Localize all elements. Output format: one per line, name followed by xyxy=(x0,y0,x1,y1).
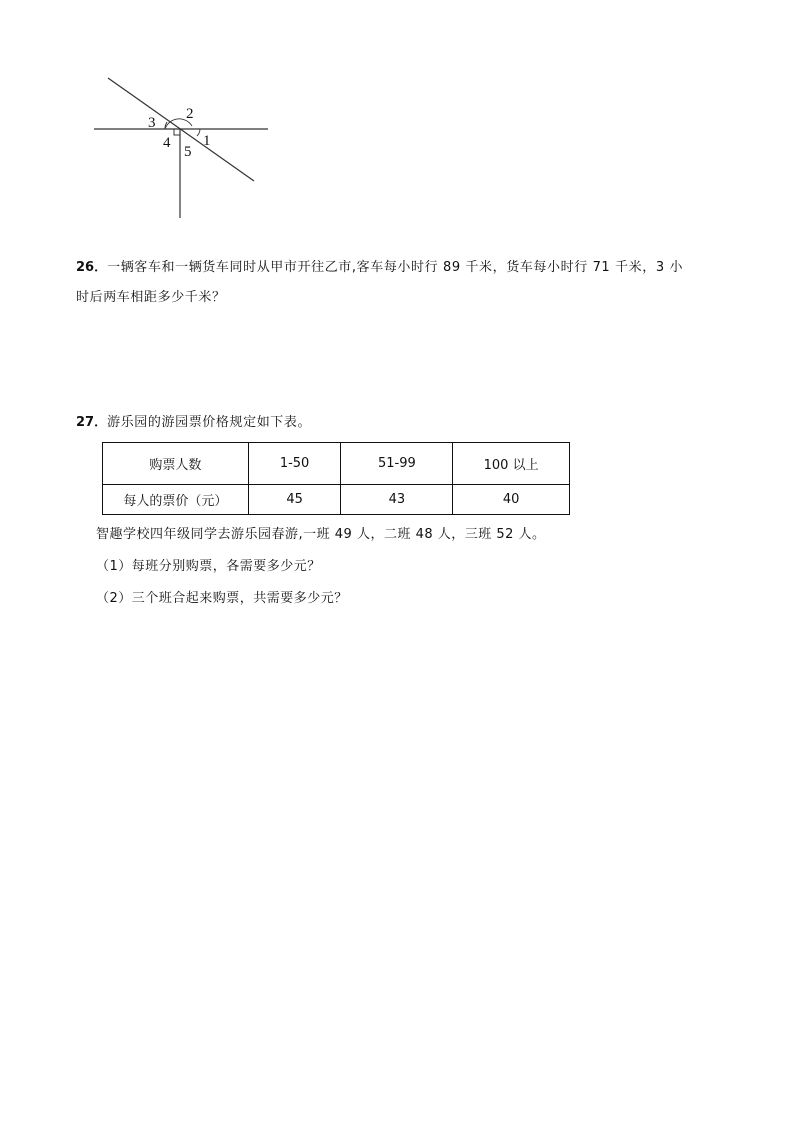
table-row-header xyxy=(103,443,570,485)
table-cell: 40 xyxy=(453,485,570,515)
question-26-text-2: 时后两车相距多少千米？ xyxy=(76,290,226,305)
question-27-statement: 智趣学校四年级同学去游乐园春游,一班 49 人，二班 48 人，三班 52 人。 xyxy=(96,527,546,542)
table-cell: 每人的票价（元） xyxy=(103,485,249,515)
angle-arc-1 xyxy=(197,129,200,136)
table-cell: 51-99 xyxy=(341,443,453,485)
angle-diagram-svg xyxy=(92,74,272,220)
question-26-line-2 xyxy=(76,289,226,307)
ticket-price-table xyxy=(102,442,570,515)
question-27-sub-1: （1）每班分别购票，各需要多少元？ xyxy=(96,559,321,574)
right-angle-mark xyxy=(174,129,180,135)
table-cell: 43 xyxy=(341,485,453,515)
question-27-intro: 游乐园的游园票价格规定如下表。 xyxy=(107,415,312,430)
question-26-text-1: 一辆客车和一辆货车同时从甲市开往乙市,客车每小时行 89 千米，货车每小时行 71 千米，3 小 xyxy=(107,260,684,275)
question-27-sub-2: （2）三个班合起来购票，共需要多少元？ xyxy=(96,591,348,606)
question-26-line-1 xyxy=(76,259,683,277)
angle-label-4: 4 xyxy=(163,135,171,151)
angle-label-2: 2 xyxy=(186,106,194,122)
angle-label-1: 1 xyxy=(203,133,211,149)
table-cell: 1-50 xyxy=(248,443,341,485)
table-cell: 购票人数 xyxy=(103,443,249,485)
table-cell: 100 以上 xyxy=(453,443,570,485)
angle-diagram xyxy=(92,74,272,220)
angle-label-3: 3 xyxy=(148,115,156,131)
question-27-intro-line xyxy=(76,414,311,432)
question-26-number: 26． xyxy=(76,260,108,275)
angle-label-5: 5 xyxy=(184,144,192,160)
table-row-price xyxy=(103,485,570,515)
question-27-number: 27． xyxy=(76,415,108,430)
table-cell: 45 xyxy=(248,485,341,515)
